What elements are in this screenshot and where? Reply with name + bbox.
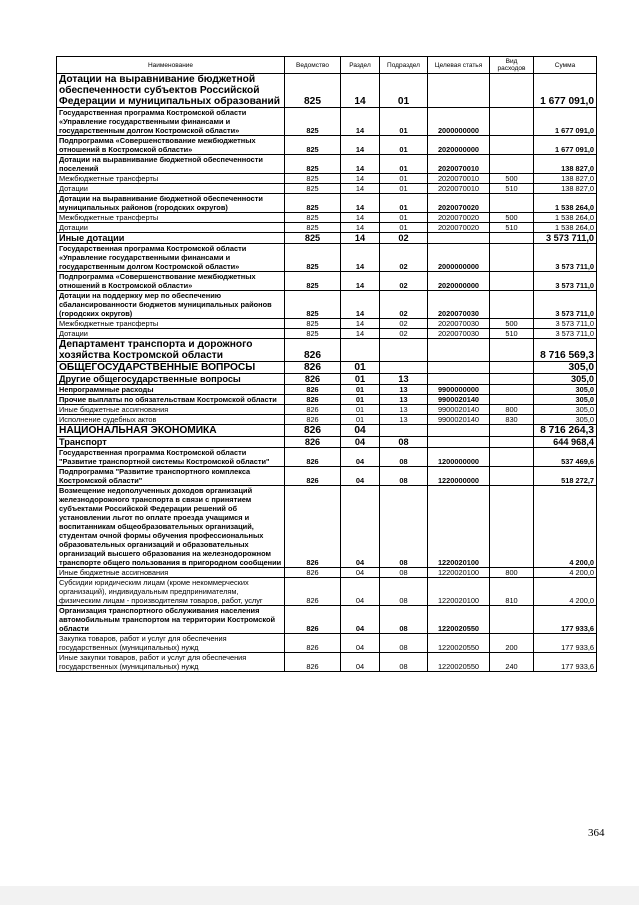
row-dept: 825 bbox=[285, 329, 341, 339]
row-subsection: 08 bbox=[380, 653, 428, 672]
row-target: 2020070010 bbox=[428, 174, 490, 184]
row-type bbox=[490, 339, 534, 362]
row-name: Закупка товаров, работ и услуг для обеспечения государственных (муниципальных) нужд bbox=[57, 634, 285, 653]
row-dept: 826 bbox=[285, 385, 341, 395]
row-type: 500 bbox=[490, 174, 534, 184]
row-section: 14 bbox=[341, 184, 380, 194]
table-row bbox=[57, 184, 597, 194]
row-subsection: 01 bbox=[380, 155, 428, 174]
table-row bbox=[57, 108, 597, 136]
row-section: 04 bbox=[341, 578, 380, 606]
row-name: Иные дотации bbox=[57, 233, 285, 244]
row-target: 2000000000 bbox=[428, 244, 490, 272]
row-type bbox=[490, 425, 534, 437]
row-name: Подпрограмма «Совершенствование межбюджетных отношений в Костромской области» bbox=[57, 136, 285, 155]
row-dept: 825 bbox=[285, 184, 341, 194]
row-section: 04 bbox=[341, 634, 380, 653]
row-dept: 826 bbox=[285, 395, 341, 405]
row-subsection bbox=[380, 362, 428, 374]
row-name: Департамент транспорта и дорожного хозяйства Костромской области bbox=[57, 339, 285, 362]
row-dept: 825 bbox=[285, 319, 341, 329]
table-row bbox=[57, 213, 597, 223]
row-name: Подпрограмма "Развитие транспортного комплекса Костромской области" bbox=[57, 467, 285, 486]
row-type bbox=[490, 74, 534, 108]
row-subsection: 13 bbox=[380, 385, 428, 395]
row-section: 14 bbox=[341, 244, 380, 272]
row-dept: 826 bbox=[285, 339, 341, 362]
row-dept: 825 bbox=[285, 244, 341, 272]
row-type bbox=[490, 385, 534, 395]
row-section: 14 bbox=[341, 329, 380, 339]
row-target: 1220020100 bbox=[428, 486, 490, 568]
row-subsection: 02 bbox=[380, 291, 428, 319]
row-type bbox=[490, 437, 534, 448]
table-row bbox=[57, 634, 597, 653]
row-type bbox=[490, 374, 534, 385]
row-subsection: 13 bbox=[380, 395, 428, 405]
row-target: 1200000000 bbox=[428, 448, 490, 467]
row-target bbox=[428, 362, 490, 374]
row-section: 14 bbox=[341, 108, 380, 136]
table-row bbox=[57, 136, 597, 155]
row-subsection: 13 bbox=[380, 405, 428, 415]
row-sum: 644 968,4 bbox=[534, 437, 597, 448]
row-target bbox=[428, 233, 490, 244]
row-sum: 177 933,6 bbox=[534, 653, 597, 672]
header-type: Вид расходов bbox=[490, 57, 534, 74]
row-type bbox=[490, 108, 534, 136]
row-sum: 1 677 091,0 bbox=[534, 108, 597, 136]
table-row bbox=[57, 74, 597, 108]
row-sum: 138 827,0 bbox=[534, 155, 597, 174]
row-dept: 825 bbox=[285, 74, 341, 108]
table-row bbox=[57, 606, 597, 634]
row-type bbox=[490, 395, 534, 405]
table-row bbox=[57, 578, 597, 606]
row-section: 01 bbox=[341, 374, 380, 385]
row-dept: 826 bbox=[285, 374, 341, 385]
row-target: 1220020100 bbox=[428, 568, 490, 578]
row-subsection: 01 bbox=[380, 223, 428, 233]
row-subsection: 02 bbox=[380, 319, 428, 329]
row-subsection: 01 bbox=[380, 108, 428, 136]
row-target bbox=[428, 74, 490, 108]
row-name: Субсидии юридическим лицам (кроме некоммерческих организаций), индивидуальным предпринимателям, физическим лицам - производителям товаров, работ, услуг bbox=[57, 578, 285, 606]
row-subsection: 13 bbox=[380, 374, 428, 385]
row-target: 2020070030 bbox=[428, 291, 490, 319]
row-section: 04 bbox=[341, 606, 380, 634]
table-row bbox=[57, 486, 597, 568]
row-target: 2020070010 bbox=[428, 155, 490, 174]
row-section: 14 bbox=[341, 223, 380, 233]
row-name: Прочие выплаты по обязательствам Костромской области bbox=[57, 395, 285, 405]
row-section: 04 bbox=[341, 653, 380, 672]
row-type bbox=[490, 486, 534, 568]
row-type bbox=[490, 448, 534, 467]
row-sum: 8 716 569,3 bbox=[534, 339, 597, 362]
header-subsection: Подраздел bbox=[380, 57, 428, 74]
row-section: 14 bbox=[341, 233, 380, 244]
row-subsection: 02 bbox=[380, 244, 428, 272]
row-sum: 518 272,7 bbox=[534, 467, 597, 486]
row-dept: 826 bbox=[285, 606, 341, 634]
row-subsection: 01 bbox=[380, 194, 428, 213]
table-row bbox=[57, 223, 597, 233]
row-sum: 305,0 bbox=[534, 385, 597, 395]
row-name: Иные закупки товаров, работ и услуг для обеспечения государственных (муниципальных) нужд bbox=[57, 653, 285, 672]
row-subsection bbox=[380, 339, 428, 362]
table-row bbox=[57, 155, 597, 174]
row-sum: 3 573 711,0 bbox=[534, 291, 597, 319]
row-name: Межбюджетные трансферты bbox=[57, 174, 285, 184]
row-sum: 537 469,6 bbox=[534, 448, 597, 467]
row-section: 04 bbox=[341, 448, 380, 467]
row-subsection: 02 bbox=[380, 272, 428, 291]
row-type bbox=[490, 233, 534, 244]
row-sum: 1 538 264,0 bbox=[534, 213, 597, 223]
row-type: 510 bbox=[490, 223, 534, 233]
row-dept: 826 bbox=[285, 467, 341, 486]
row-type bbox=[490, 155, 534, 174]
row-subsection: 08 bbox=[380, 448, 428, 467]
row-dept: 826 bbox=[285, 415, 341, 425]
row-sum: 138 827,0 bbox=[534, 184, 597, 194]
row-sum: 305,0 bbox=[534, 362, 597, 374]
row-dept: 825 bbox=[285, 174, 341, 184]
table-row bbox=[57, 374, 597, 385]
row-dept: 825 bbox=[285, 194, 341, 213]
row-name: Дотации bbox=[57, 184, 285, 194]
table-header-row bbox=[57, 57, 597, 74]
row-dept: 825 bbox=[285, 108, 341, 136]
table-row bbox=[57, 467, 597, 486]
row-section: 01 bbox=[341, 395, 380, 405]
row-section: 04 bbox=[341, 467, 380, 486]
row-dept: 825 bbox=[285, 272, 341, 291]
row-sum: 305,0 bbox=[534, 395, 597, 405]
row-type: 240 bbox=[490, 653, 534, 672]
row-name: Государственная программа Костромской области "Развитие транспортной системы Костромской области" bbox=[57, 448, 285, 467]
row-subsection: 02 bbox=[380, 329, 428, 339]
row-name: Транспорт bbox=[57, 437, 285, 448]
row-dept: 826 bbox=[285, 568, 341, 578]
row-section: 14 bbox=[341, 213, 380, 223]
row-name: Иные бюджетные ассигнования bbox=[57, 568, 285, 578]
row-subsection: 01 bbox=[380, 74, 428, 108]
row-name: Межбюджетные трансферты bbox=[57, 213, 285, 223]
row-type bbox=[490, 467, 534, 486]
row-target: 2020000000 bbox=[428, 272, 490, 291]
header-sum: Сумма bbox=[534, 57, 597, 74]
row-type: 200 bbox=[490, 634, 534, 653]
row-type: 510 bbox=[490, 184, 534, 194]
row-target: 2020070030 bbox=[428, 329, 490, 339]
row-dept: 825 bbox=[285, 136, 341, 155]
row-section: 04 bbox=[341, 437, 380, 448]
row-type bbox=[490, 136, 534, 155]
row-name: Государственная программа Костромской области «Управление государственными финансами и государственным долгом Костромской области» bbox=[57, 244, 285, 272]
table-row bbox=[57, 319, 597, 329]
row-sum: 3 573 711,0 bbox=[534, 233, 597, 244]
row-sum: 1 677 091,0 bbox=[534, 74, 597, 108]
row-section bbox=[341, 339, 380, 362]
row-dept: 826 bbox=[285, 486, 341, 568]
row-name: Организация транспортного обслуживания населения автомобильным транспортом на территории Костромской области bbox=[57, 606, 285, 634]
row-dept: 826 bbox=[285, 362, 341, 374]
row-name: Непрограммные расходы bbox=[57, 385, 285, 395]
row-dept: 825 bbox=[285, 155, 341, 174]
row-dept: 826 bbox=[285, 425, 341, 437]
row-subsection: 08 bbox=[380, 437, 428, 448]
budget-table bbox=[56, 56, 597, 672]
row-name: Исполнение судебных актов bbox=[57, 415, 285, 425]
row-sum: 1 538 264,0 bbox=[534, 223, 597, 233]
row-section: 14 bbox=[341, 74, 380, 108]
row-sum: 305,0 bbox=[534, 405, 597, 415]
row-subsection: 01 bbox=[380, 174, 428, 184]
row-subsection: 13 bbox=[380, 415, 428, 425]
table-row bbox=[57, 329, 597, 339]
row-target: 1220020550 bbox=[428, 606, 490, 634]
row-section: 04 bbox=[341, 486, 380, 568]
row-dept: 826 bbox=[285, 437, 341, 448]
row-section: 14 bbox=[341, 174, 380, 184]
row-dept: 826 bbox=[285, 578, 341, 606]
row-sum: 3 573 711,0 bbox=[534, 329, 597, 339]
row-subsection: 08 bbox=[380, 578, 428, 606]
row-sum: 3 573 711,0 bbox=[534, 244, 597, 272]
row-type bbox=[490, 362, 534, 374]
table-row bbox=[57, 194, 597, 213]
row-subsection: 01 bbox=[380, 213, 428, 223]
table-row bbox=[57, 568, 597, 578]
row-target: 2020000000 bbox=[428, 136, 490, 155]
row-name: Дотации на поддержку мер по обеспечению сбалансированности бюджетов муниципальных районов (городских округов) bbox=[57, 291, 285, 319]
table-row bbox=[57, 244, 597, 272]
row-subsection bbox=[380, 425, 428, 437]
table-row bbox=[57, 291, 597, 319]
row-target: 2020070020 bbox=[428, 213, 490, 223]
row-section: 14 bbox=[341, 155, 380, 174]
table-row bbox=[57, 448, 597, 467]
row-target bbox=[428, 339, 490, 362]
row-type: 830 bbox=[490, 415, 534, 425]
row-type: 810 bbox=[490, 578, 534, 606]
row-sum: 4 200,0 bbox=[534, 486, 597, 568]
row-name: ОБЩЕГОСУДАРСТВЕННЫЕ ВОПРОСЫ bbox=[57, 362, 285, 374]
table-row bbox=[57, 174, 597, 184]
row-sum: 305,0 bbox=[534, 415, 597, 425]
row-sum: 138 827,0 bbox=[534, 174, 597, 184]
row-name: Дотации на выравнивание бюджетной обеспеченности поселений bbox=[57, 155, 285, 174]
row-section: 01 bbox=[341, 405, 380, 415]
row-type bbox=[490, 272, 534, 291]
row-sum: 8 716 264,3 bbox=[534, 425, 597, 437]
row-sum: 1 538 264,0 bbox=[534, 194, 597, 213]
row-target: 2020070030 bbox=[428, 319, 490, 329]
row-name: Дотации bbox=[57, 223, 285, 233]
row-sum: 177 933,6 bbox=[534, 634, 597, 653]
table-row bbox=[57, 272, 597, 291]
row-name: Возмещение недополученных доходов организаций железнодорожного транспорта в связи с принятием субъектами Российской Федерации решений об установлении льгот по оплате проезда учащимся и воспитанникам общеобразовательных организаций, студентам очной формы обучения профессиональных образовательных организаций и образовательных организаций высшего образования на железнодорожном транспорте общего пользования в пригородном сообщении bbox=[57, 486, 285, 568]
row-dept: 825 bbox=[285, 213, 341, 223]
row-target: 2000000000 bbox=[428, 108, 490, 136]
row-sum: 3 573 711,0 bbox=[534, 319, 597, 329]
row-target bbox=[428, 437, 490, 448]
table-row bbox=[57, 437, 597, 448]
row-target: 2020070020 bbox=[428, 223, 490, 233]
row-subsection: 08 bbox=[380, 634, 428, 653]
row-target: 9900020140 bbox=[428, 395, 490, 405]
row-subsection: 08 bbox=[380, 486, 428, 568]
row-dept: 825 bbox=[285, 291, 341, 319]
table-row bbox=[57, 405, 597, 415]
row-dept: 826 bbox=[285, 448, 341, 467]
row-section: 14 bbox=[341, 291, 380, 319]
row-type bbox=[490, 291, 534, 319]
row-type: 500 bbox=[490, 319, 534, 329]
row-dept: 825 bbox=[285, 233, 341, 244]
row-subsection: 08 bbox=[380, 606, 428, 634]
row-target bbox=[428, 374, 490, 385]
row-sum: 305,0 bbox=[534, 374, 597, 385]
row-target: 9900020140 bbox=[428, 405, 490, 415]
row-sum: 4 200,0 bbox=[534, 568, 597, 578]
footer-strip bbox=[0, 886, 639, 905]
table-row bbox=[57, 233, 597, 244]
row-name: Подпрограмма «Совершенствование межбюджетных отношений в Костромской области» bbox=[57, 272, 285, 291]
row-target: 1220020550 bbox=[428, 653, 490, 672]
row-name: Дотации bbox=[57, 329, 285, 339]
row-type bbox=[490, 194, 534, 213]
row-section: 01 bbox=[341, 362, 380, 374]
table-row bbox=[57, 425, 597, 437]
row-sum: 177 933,6 bbox=[534, 606, 597, 634]
row-name: Межбюджетные трансферты bbox=[57, 319, 285, 329]
row-subsection: 01 bbox=[380, 136, 428, 155]
row-type: 800 bbox=[490, 568, 534, 578]
row-dept: 825 bbox=[285, 223, 341, 233]
row-subsection: 02 bbox=[380, 233, 428, 244]
row-target: 1220020100 bbox=[428, 578, 490, 606]
row-sum: 4 200,0 bbox=[534, 578, 597, 606]
row-subsection: 08 bbox=[380, 568, 428, 578]
table-row bbox=[57, 415, 597, 425]
row-sum: 3 573 711,0 bbox=[534, 272, 597, 291]
row-section: 14 bbox=[341, 194, 380, 213]
row-type bbox=[490, 244, 534, 272]
row-target: 2020070010 bbox=[428, 184, 490, 194]
table-row bbox=[57, 339, 597, 362]
row-target: 9900020140 bbox=[428, 415, 490, 425]
row-target: 2020070020 bbox=[428, 194, 490, 213]
row-name: Другие общегосударственные вопросы bbox=[57, 374, 285, 385]
table-row bbox=[57, 395, 597, 405]
row-section: 04 bbox=[341, 568, 380, 578]
page-number: 364 bbox=[588, 827, 605, 839]
header-section: Раздел bbox=[341, 57, 380, 74]
row-subsection: 01 bbox=[380, 184, 428, 194]
row-type: 800 bbox=[490, 405, 534, 415]
header-target: Целевая статья bbox=[428, 57, 490, 74]
row-section: 14 bbox=[341, 272, 380, 291]
row-name: Иные бюджетные ассигнования bbox=[57, 405, 285, 415]
row-type: 500 bbox=[490, 213, 534, 223]
row-target: 1220020550 bbox=[428, 634, 490, 653]
row-dept: 826 bbox=[285, 653, 341, 672]
row-name: НАЦИОНАЛЬНАЯ ЭКОНОМИКА bbox=[57, 425, 285, 437]
row-section: 14 bbox=[341, 319, 380, 329]
row-type bbox=[490, 606, 534, 634]
row-target: 1220000000 bbox=[428, 467, 490, 486]
row-section: 01 bbox=[341, 415, 380, 425]
row-subsection: 08 bbox=[380, 467, 428, 486]
row-name: Дотации на выравнивание бюджетной обеспеченности муниципальных районов (городских округов) bbox=[57, 194, 285, 213]
row-section: 01 bbox=[341, 385, 380, 395]
row-target: 9900000000 bbox=[428, 385, 490, 395]
table-row bbox=[57, 362, 597, 374]
table-row bbox=[57, 385, 597, 395]
row-section: 14 bbox=[341, 136, 380, 155]
header-name: Наименование bbox=[57, 57, 285, 74]
row-type: 510 bbox=[490, 329, 534, 339]
row-dept: 826 bbox=[285, 634, 341, 653]
row-name: Дотации на выравнивание бюджетной обеспеченности субъектов Российской Федерации и муниципальных образований bbox=[57, 74, 285, 108]
row-name: Государственная программа Костромской области «Управление государственными финансами и государственным долгом Костромской области» bbox=[57, 108, 285, 136]
table-row bbox=[57, 653, 597, 672]
row-sum: 1 677 091,0 bbox=[534, 136, 597, 155]
row-section: 04 bbox=[341, 425, 380, 437]
row-target bbox=[428, 425, 490, 437]
row-dept: 826 bbox=[285, 405, 341, 415]
header-dept: Ведомство bbox=[285, 57, 341, 74]
